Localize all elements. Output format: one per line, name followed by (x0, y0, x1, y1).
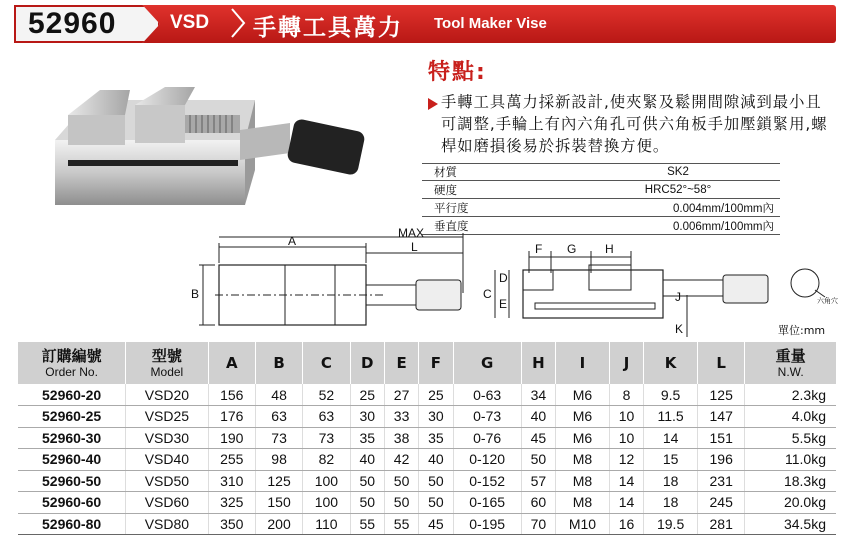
column-header (644, 342, 698, 384)
spec-row (422, 199, 780, 217)
table-cell: 30 (419, 406, 453, 428)
table-cell: 50 (384, 492, 418, 514)
table-row (18, 406, 836, 428)
dim-label-j: J (675, 290, 681, 304)
column-header (556, 342, 610, 384)
table-cell: 73 (255, 427, 302, 449)
unit-label: 單位:mm (778, 324, 826, 337)
spec-value: HRC52°~58° (644, 183, 712, 196)
table-row (18, 470, 836, 492)
table-cell: 325 (208, 492, 255, 514)
table-cell: 14 (609, 492, 643, 514)
table-header-row (18, 342, 836, 384)
table-cell: 11.5 (644, 406, 698, 428)
table-row (18, 513, 836, 535)
table-cell: VSD25 (126, 406, 208, 428)
column-header (18, 342, 126, 384)
column-header (698, 342, 745, 384)
table-cell: 11.0kg (745, 449, 836, 471)
table-cell: 100 (303, 492, 350, 514)
dim-label-hex: 六角穴 (817, 298, 838, 305)
table-cell: 18.3kg (745, 470, 836, 492)
table-cell: 19.5 (644, 513, 698, 535)
table-cell: 60 (521, 492, 555, 514)
table-cell: 10 (609, 406, 643, 428)
table-cell: 110 (303, 513, 350, 535)
table-cell: 38 (384, 427, 418, 449)
table-cell: 200 (255, 513, 302, 535)
table-cell: 35 (419, 427, 453, 449)
table-cell: 196 (698, 449, 745, 471)
table-cell: 245 (698, 492, 745, 514)
spec-label: 材質 (434, 165, 457, 179)
side-view-drawing (495, 251, 825, 337)
table-cell: 63 (303, 406, 350, 428)
spec-label: 平行度 (434, 200, 469, 215)
table-cell: 0-76 (453, 427, 521, 449)
column-header (126, 342, 208, 384)
table-cell: M8 (556, 470, 610, 492)
table-row (18, 427, 836, 449)
column-header (453, 342, 521, 384)
table-cell: 55 (384, 513, 418, 535)
dim-label-max: MAX (398, 226, 425, 240)
column-header-label: A (225, 353, 238, 372)
table-cell: 12 (609, 449, 643, 471)
table-cell: 150 (255, 492, 302, 514)
table-cell: VSD80 (126, 513, 208, 535)
table-cell: 8 (609, 384, 643, 406)
table-cell: 52960-60 (18, 492, 126, 514)
spec-row (422, 163, 780, 181)
table-cell: VSD60 (126, 492, 208, 514)
title-english: Tool Maker Vise (434, 15, 547, 32)
table-cell: 40 (521, 406, 555, 428)
table-cell: M8 (556, 492, 610, 514)
table-cell: 16 (609, 513, 643, 535)
table-cell: 255 (208, 449, 255, 471)
table-cell: 14 (644, 427, 698, 449)
table-cell: 35 (350, 427, 384, 449)
table-row (18, 492, 836, 514)
table-row (18, 384, 836, 406)
table-cell: 52960-50 (18, 470, 126, 492)
column-header-label: C (320, 353, 332, 372)
table-cell: 52960-20 (18, 384, 126, 406)
table-cell: VSD30 (126, 427, 208, 449)
table-cell: 50 (350, 492, 384, 514)
table-cell: 9.5 (644, 384, 698, 406)
table-cell: 40 (350, 449, 384, 471)
table-cell: 48 (255, 384, 302, 406)
table-cell: 57 (521, 470, 555, 492)
table-cell: 125 (698, 384, 745, 406)
table-cell: 176 (208, 406, 255, 428)
spec-value: 0.004mm/100mm內 (673, 202, 774, 215)
column-header-label: F (430, 353, 442, 372)
table-cell: 52960-80 (18, 513, 126, 535)
dimensions-table (18, 342, 836, 535)
table-cell: 34.5kg (745, 513, 836, 535)
table-cell: 310 (208, 470, 255, 492)
table-cell: 33 (384, 406, 418, 428)
column-header-label: I (579, 353, 586, 372)
table-cell: 0-120 (453, 449, 521, 471)
column-header (303, 342, 350, 384)
table-cell: 10 (609, 427, 643, 449)
table-cell: VSD20 (126, 384, 208, 406)
table-cell: 0-73 (453, 406, 521, 428)
table-cell: 55 (350, 513, 384, 535)
table-cell: 0-152 (453, 470, 521, 492)
table-cell: 156 (208, 384, 255, 406)
table-cell: 15 (644, 449, 698, 471)
table-cell: VSD40 (126, 449, 208, 471)
table-cell: 50 (384, 470, 418, 492)
table-cell: 45 (419, 513, 453, 535)
column-header (350, 342, 384, 384)
title-chinese: 手轉工具萬力 (253, 15, 403, 41)
table-cell: 98 (255, 449, 302, 471)
column-header (208, 342, 255, 384)
table-body (18, 384, 836, 535)
table-row (18, 449, 836, 471)
spec-value: SK2 (667, 166, 689, 178)
table-cell: 82 (303, 449, 350, 471)
table-cell: 45 (521, 427, 555, 449)
product-code: 52960 (28, 7, 117, 40)
table-cell: 151 (698, 427, 745, 449)
column-header-label: G (481, 353, 494, 372)
table-cell: 30 (350, 406, 384, 428)
dim-label-k: K (675, 322, 684, 336)
table-cell: 190 (208, 427, 255, 449)
table-cell: M6 (556, 406, 610, 428)
spec-value: 0.006mm/100mm內 (673, 220, 774, 233)
features-description: 手轉工具萬力採新設計,使夾緊及鬆開間隙減到最小且可調整,手輪上有內六角孔可供六角板手加壓鎖緊用,螺桿如磨損後易於拆裝替換方便。 (441, 93, 828, 155)
triangle-bullet-icon (428, 98, 438, 110)
table-cell: 40 (419, 449, 453, 471)
table-cell: 34 (521, 384, 555, 406)
dimension-drawing (185, 225, 845, 340)
table-cell: 42 (384, 449, 418, 471)
column-header-label: D (361, 353, 374, 372)
spec-label: 垂直度 (434, 218, 469, 233)
table-cell: M6 (556, 427, 610, 449)
table-cell: 70 (521, 513, 555, 535)
table-cell: 20.0kg (745, 492, 836, 514)
table-cell: 5.5kg (745, 427, 836, 449)
table-cell: 50 (419, 492, 453, 514)
table-cell: 27 (384, 384, 418, 406)
column-header-label: H (532, 353, 545, 372)
dim-label-g: G (567, 242, 577, 256)
table-cell: VSD50 (126, 470, 208, 492)
dim-label-c: C (483, 287, 492, 301)
table-cell: 281 (698, 513, 745, 535)
table-cell: 52 (303, 384, 350, 406)
column-header-label: E (396, 353, 407, 372)
column-header (521, 342, 555, 384)
column-header-sublabel: Model (150, 364, 184, 379)
table-cell: 0-165 (453, 492, 521, 514)
table-cell: 4.0kg (745, 406, 836, 428)
table-cell: 14 (609, 470, 643, 492)
table-cell: 50 (419, 470, 453, 492)
dim-label-a: A (288, 234, 297, 248)
table-cell: M8 (556, 449, 610, 471)
chevron-right-icon (230, 8, 246, 38)
dim-label-f: F (535, 242, 543, 256)
table-cell: 18 (644, 492, 698, 514)
spec-label: 硬度 (434, 182, 457, 197)
table-cell: 52960-30 (18, 427, 126, 449)
table-cell: 25 (419, 384, 453, 406)
column-header-label: L (716, 353, 726, 372)
column-header (384, 342, 418, 384)
column-header (609, 342, 643, 384)
table-cell: 100 (303, 470, 350, 492)
column-header-label: J (623, 353, 630, 372)
table-cell: 25 (350, 384, 384, 406)
table-cell: 0-195 (453, 513, 521, 535)
vise-product-image (50, 85, 380, 215)
column-header (419, 342, 453, 384)
table-cell: M6 (556, 384, 610, 406)
dim-label-h: H (605, 242, 614, 256)
table-cell: 52960-40 (18, 449, 126, 471)
dim-label-l: L (411, 240, 418, 254)
table-cell: 231 (698, 470, 745, 492)
table-cell: 50 (521, 449, 555, 471)
dim-label-d: D (499, 271, 508, 285)
spec-row (422, 181, 780, 199)
table-cell: 2.3kg (745, 384, 836, 406)
table-cell: 147 (698, 406, 745, 428)
table-cell: 125 (255, 470, 302, 492)
column-header-label: B (273, 353, 285, 372)
column-header-label: 型號 (151, 346, 182, 365)
column-header-label: 重量 (775, 346, 806, 365)
dim-label-b: B (191, 287, 200, 301)
table-cell: M10 (556, 513, 610, 535)
table-cell: 0-63 (453, 384, 521, 406)
column-header (745, 342, 836, 384)
column-header (255, 342, 302, 384)
column-header-sublabel: N.W. (777, 364, 804, 379)
table-cell: 73 (303, 427, 350, 449)
table-cell: 350 (208, 513, 255, 535)
table-cell: 18 (644, 470, 698, 492)
column-header-sublabel: Order No. (45, 364, 98, 379)
features-heading: 特點: (428, 60, 487, 85)
table-cell: 52960-25 (18, 406, 126, 428)
table-cell: 50 (350, 470, 384, 492)
column-header-label: 訂購編號 (41, 346, 102, 365)
dim-label-e: E (499, 297, 508, 311)
category-label: VSD (170, 12, 210, 33)
column-header-label: K (664, 353, 677, 372)
table-cell: 63 (255, 406, 302, 428)
top-view-drawing (199, 233, 463, 325)
